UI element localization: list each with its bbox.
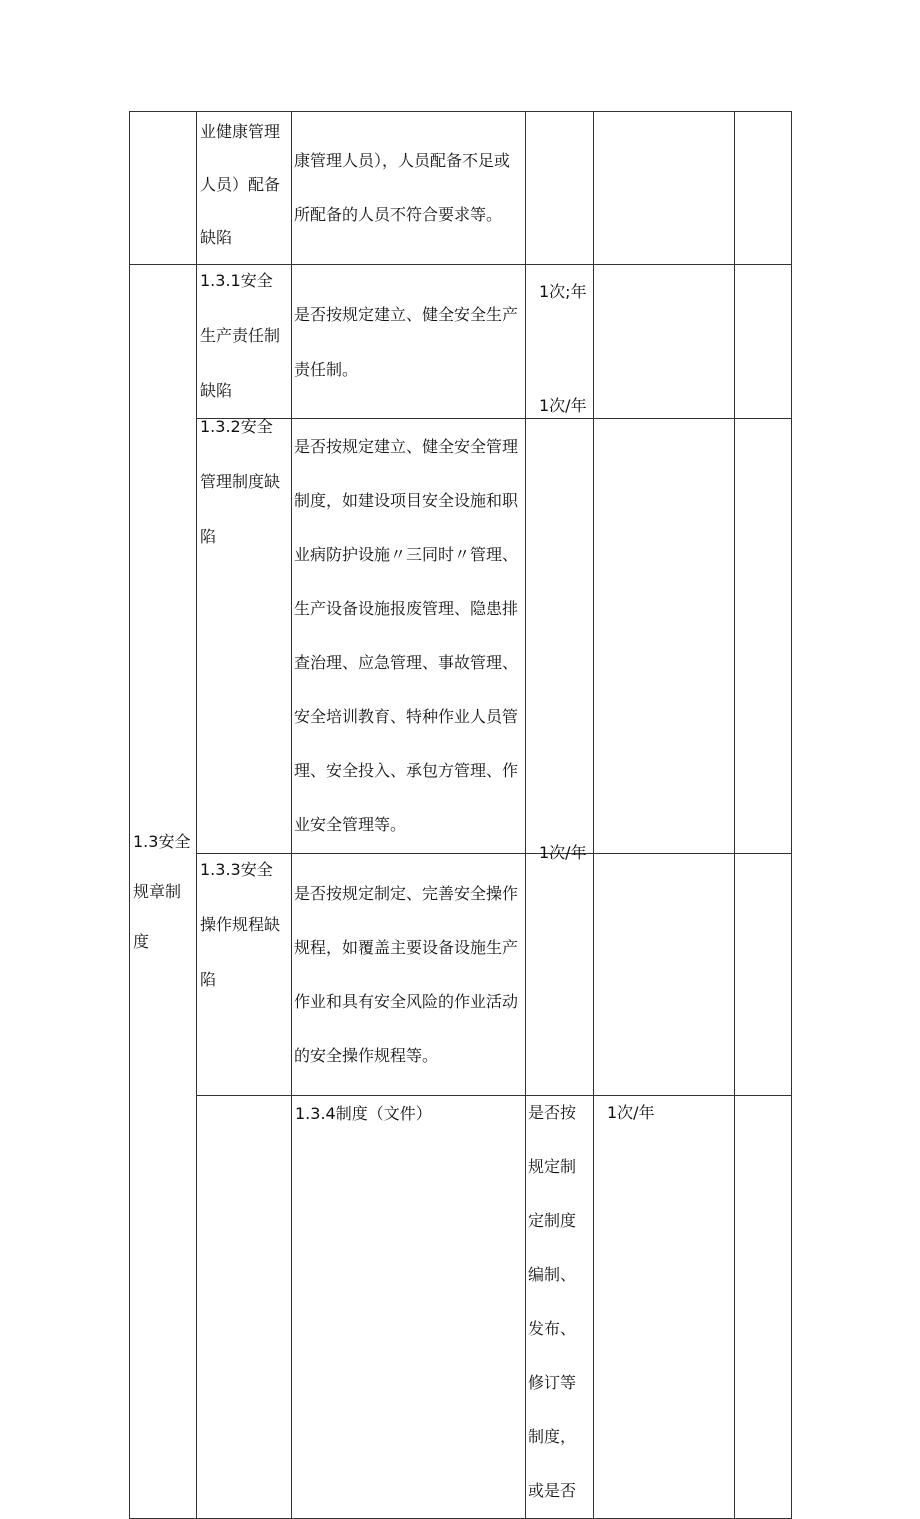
description-cell [292,112,526,265]
description-text: 是否按规定建立、健全安全生产责任制。 [294,304,519,379]
table-row [130,419,792,854]
table-row [130,854,792,1096]
frequency-cell [526,112,594,265]
item-text: 1.3.2安全管理制度缺陷 [200,417,281,546]
table-row [130,112,792,265]
category-cell [130,112,197,265]
item-cell [197,265,292,419]
item-text: 1.3.1安全生产责任制缺陷 [200,271,281,400]
category-cell [130,265,197,1519]
empty-cell [735,419,792,854]
description-text: 是否按规定建立、健全安全管理制度，如建设项目安全设施和职业病防护设施〃三同时〃管理、生产设备设施报废管理、隐患排查治理、应急管理、事故管理、安全培训教育、特种作业人员管理、安全投入、承包方管理、作业安全管理等。 [294,437,519,834]
description-cell [526,1096,594,1519]
description-text: 康管理人员），人员配备不足或所配备的人员不符合要求等。 [294,151,511,224]
description-cell [292,419,526,854]
empty-cell [735,112,792,265]
item-cell [292,1096,526,1519]
table-row [130,265,792,419]
frequency-cell [526,843,594,1096]
category-text: 1.3安全规章制度 [133,831,191,951]
description-text: 是否按规定制定制度编制、发布、修订等制度，或是否 [528,1103,577,1500]
description-text: 是否按规定制定、完善安全操作规程，如覆盖主要设备设施生产作业和具有安全风险的作业活动的安全操作规程等。 [294,883,519,1065]
item-text: 业健康管理人员）配备缺陷 [200,122,281,247]
table-row [130,1096,792,1519]
inspection-table [129,111,792,1519]
empty-cell [735,1096,792,1519]
empty-cell [594,854,735,1096]
item-cell [197,419,292,854]
item-cell [197,112,292,265]
empty-cell [735,854,792,1096]
description-cell [292,265,526,419]
frequency-text: 1次;年 [539,282,587,301]
empty-cell [594,419,735,854]
frequency-cell [594,1096,735,1519]
empty-cell [735,265,792,419]
item-text: 1.3.3安全操作规程缺陷 [200,860,281,989]
frequency-text: 1次/年 [607,1103,655,1122]
item-cell [197,854,292,1096]
frequency-cell [526,396,594,854]
empty-cell [594,112,735,265]
category-cell [197,1096,292,1519]
item-text: 1.3.4制度（文件） [295,1104,432,1123]
description-cell [292,854,526,1096]
frequency-text: 1次/年 [539,396,587,415]
frequency-text: 1次/年 [539,843,587,862]
empty-cell [594,265,735,419]
